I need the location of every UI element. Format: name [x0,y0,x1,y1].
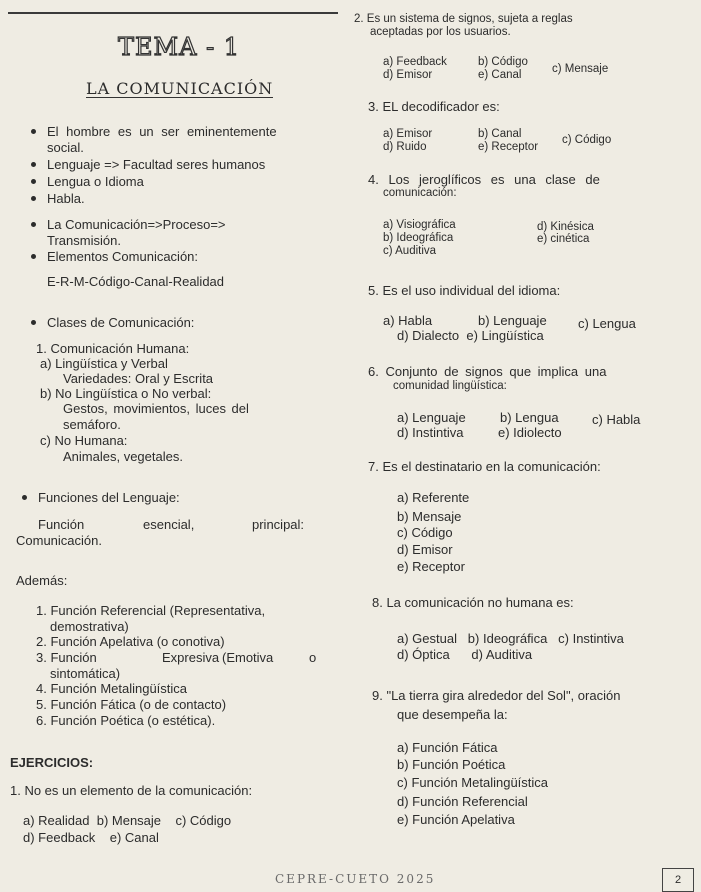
function-5: 5. Función Fática (o de contacto) [36,697,227,712]
ademas-label: Además: [16,573,68,588]
q8-options-a: a) Gestual b) Ideográfica c) Instintiva [397,631,624,646]
question-4: 4. Los jeroglíficos es una clase de [368,172,600,187]
section-title: LA COMUNICACIÓN [86,79,274,98]
function-3-cont: sintomática) [50,666,121,681]
q5-option-c: c) Lengua [578,316,636,331]
class-1b-detail: Gestos, movimientos, luces del [63,401,249,416]
function-3-c: (Emotiva [222,650,274,665]
question-6-cont: comunidad lingüística: [393,380,507,392]
bullet-proceso-cont: Transmisión. [47,233,121,248]
question-1-options-b: d) Feedback e) Canal [23,830,159,845]
class-1b: b) No Lingüística o No verbal: [40,386,212,401]
question-9-cont: que desempeña la: [397,707,508,722]
question-1-options-a: a) Realidad b) Mensaje c) Código [23,813,232,828]
q8-options-b: d) Óptica d) Auditiva [397,647,533,662]
q4-option-a: a) Visiográfica [383,219,456,231]
header-rule [8,12,338,14]
question-9: 9. "La tierra gira alrededor del Sol", oración [372,688,621,703]
question-2: 2. Es un sistema de signos, sujeta a reglas [354,13,573,25]
question-1: 1. No es un elemento de la comunicación: [10,783,253,798]
q2-option-c: c) Mensaje [552,63,609,75]
q9-option-e: e) Función Apelativa [397,812,515,827]
function-3-b: Expresiva [162,650,220,665]
q6-option-e: e) Idiolecto [498,425,562,440]
q7-option-d: d) Emisor [397,542,453,557]
bullet-elementos: Elementos Comunicación: [47,249,199,264]
q5-option-a: a) Habla [383,313,433,328]
class-1c-detail: Animales, vegetales. [63,449,183,464]
function-1: 1. Función Referencial (Representativa, [36,603,266,618]
function-3-d: o [309,650,317,665]
question-5: 5. Es el uso individual del idioma: [368,283,561,298]
question-2-cont: aceptadas por los usuarios. [370,26,511,38]
question-7: 7. Es el destinatario en la comunicación: [368,459,601,474]
function-principal: principal: [252,517,305,532]
q9-option-b: b) Función Poética [397,757,506,772]
q4-option-d: d) Kinésica [537,221,594,233]
bullet-funciones: Funciones del Lenguaje: [38,490,180,505]
q3-option-e: e) Receptor [478,141,539,153]
question-4-cont: comunicación: [383,187,457,199]
q9-option-a: a) Función Fática [397,740,498,755]
function-essential: esencial, [143,517,195,532]
q2-option-b: b) Código [478,56,528,68]
q6-option-a: a) Lenguaje [397,410,466,425]
q3-option-c: c) Código [562,134,612,146]
q7-option-e: e) Receptor [397,559,465,574]
q6-option-c: c) Habla [592,412,641,427]
q3-option-b: b) Canal [478,128,522,140]
function-2: 2. Función Apelativa (o conotiva) [36,634,225,649]
bullet-habla: Habla. [47,191,85,206]
q9-option-d: d) Función Referencial [397,794,528,809]
function-communication: Comunicación. [16,533,102,548]
class-1: 1. Comunicación Humana: [36,341,190,356]
class-1c: c) No Humana: [40,433,128,448]
bullet-clases: Clases de Comunicación: [47,315,195,330]
bullet-lenguaje: Lenguaje => Facultad seres humanos [47,157,266,172]
elements-list: E-R-M-Código-Canal-Realidad [47,274,225,289]
q7-option-a: a) Referente [397,490,470,505]
q6-option-d: d) Instintiva [397,425,464,440]
q4-option-b: b) Ideográfica [383,232,454,244]
question-6: 6. Conjunto de signos que implica una [368,364,607,379]
function-6: 6. Función Poética (o estética). [36,713,216,728]
q2-option-d: d) Emisor [383,69,433,81]
q3-option-d: d) Ruido [383,141,427,153]
q7-option-b: b) Mensaje [397,509,462,524]
exercises-heading: EJERCICIOS: [10,755,94,770]
bullet-social: El hombre es un ser eminentemente [47,124,277,139]
q6-option-b: b) Lengua [500,410,559,425]
q2-option-a: a) Feedback [383,56,447,68]
footer-brand: CEPRE-CUETO 2025 [275,872,436,884]
q5-option-de: d) Dialecto e) Lingüística [397,328,544,343]
q9-option-c: c) Función Metalingüística [397,775,549,790]
function-word: Función [38,517,85,532]
q7-option-c: c) Código [397,525,453,540]
q4-option-c: c) Auditiva [383,245,437,257]
bullet-social-cont: social. [47,140,84,155]
q3-option-a: a) Emisor [383,128,433,140]
q5-option-b: b) Lenguaje [478,313,547,328]
function-4: 4. Función Metalingüística [36,681,188,696]
class-1a-detail: Variedades: Oral y Escrita [63,371,214,386]
q4-option-e: e) cinética [537,233,590,245]
function-3: 3. Función [36,650,97,665]
bullet-proceso: La Comunicación=>Proceso=> [47,217,226,232]
page-number: 2 [662,868,694,892]
topic-title: TEMA - 1 [118,33,241,61]
class-1b-detail-cont: semáforo. [63,417,121,432]
class-1a: a) Lingüística y Verbal [40,356,168,371]
q2-option-e: e) Canal [478,69,522,81]
bullet-lengua: Lengua o Idioma [47,174,144,189]
question-3: 3. EL decodificador es: [368,99,500,114]
function-1-cont: demostrativa) [50,619,129,634]
question-8: 8. La comunicación no humana es: [372,595,574,610]
